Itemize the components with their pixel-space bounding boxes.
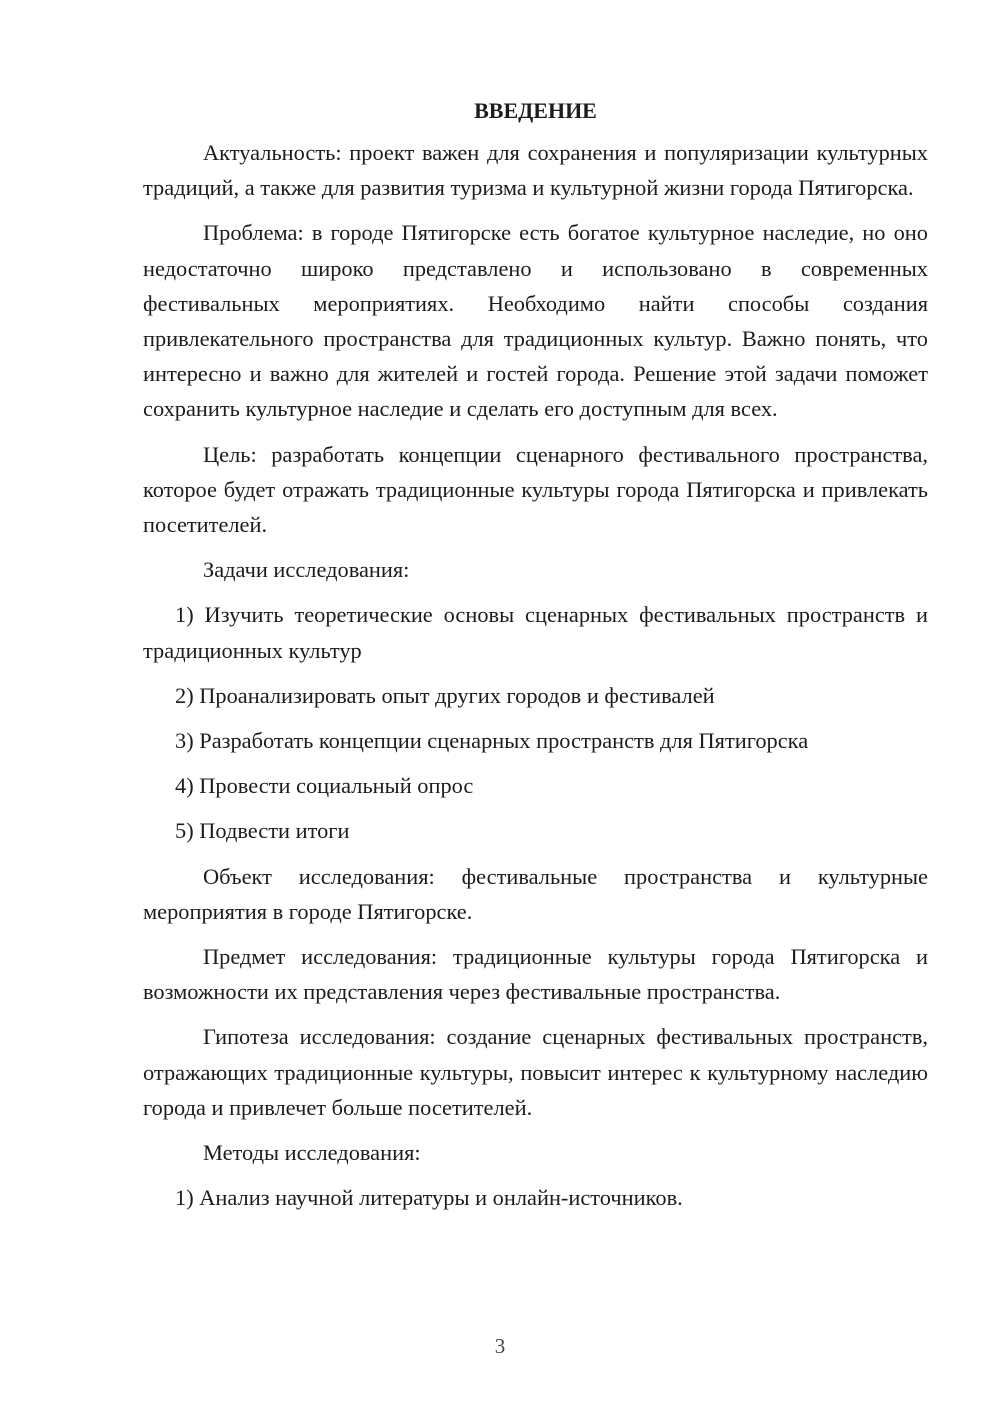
methods-heading: Методы исследования: (203, 1140, 421, 1166)
task-item-1: 1) Изучить теоретические основы сценарных фестивальных пространств и традиционных культур (143, 602, 928, 663)
page-content (143, 94, 928, 1225)
paragraph-subject: Предмет исследования: традиционные культуры города Пятигорска и возможности их представления через фестивальные пространства. (143, 944, 928, 1005)
method-item-1: 1) Анализ научной литературы и онлайн-источников. (175, 1185, 683, 1211)
task-item-3: 3) Разработать концепции сценарных пространств для Пятигорска (175, 728, 809, 754)
paragraph-hypothesis: Гипотеза исследования: создание сценарных фестивальных пространств, отражающих традиционные культуры, повысит интерес к культурному наследию города и привлечет больше посетителей. (143, 1024, 928, 1120)
task-item-4: 4) Провести социальный опрос (175, 773, 474, 799)
paragraph-problem: Проблема: в городе Пятигорске есть богатое культурное наследие, но оно недостаточно широко представлено и использовано в современных фестивальных мероприятиях. Необходимо найти способы создания привлекательного пространства для традиционных культур. Важно понять, что интересно и важно для жителей и гостей города. Решение этой задачи поможет сохранить культурное наследие и сделать его доступным для всех. (143, 220, 928, 422)
task-item-2: 2) Проанализировать опыт других городов и фестивалей (175, 682, 715, 708)
paragraph-object: Объект исследования: фестивальные пространства и культурные мероприятия в городе Пятигорске. (143, 863, 928, 924)
page-number: 3 (494, 1334, 506, 1358)
section-title: ВВЕДЕНИЕ (474, 98, 597, 123)
paragraph-relevance: Актуальность: проект важен для сохранения и популяризации культурных традиций, а также для развития туризма и культурной жизни города Пятигорска. (143, 140, 928, 201)
paragraph-goal: Цель: разработать концепции сценарного фестивального пространства, которое будет отражать традиционные культуры города Пятигорска и привлекать посетителей. (143, 441, 928, 538)
task-item-5: 5) Подвести итоги (175, 818, 350, 844)
tasks-heading: Задачи исследования: (203, 557, 410, 583)
